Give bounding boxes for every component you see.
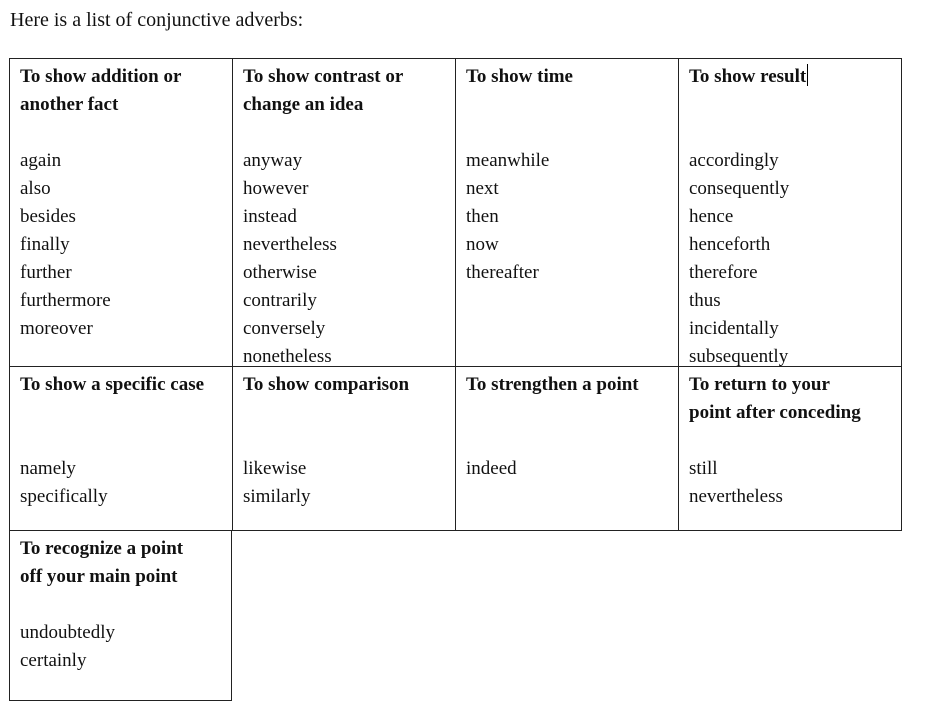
adverb-item: certainly <box>20 650 87 671</box>
category-heading: To show contrast or change an idea <box>243 66 404 115</box>
adverb-list <box>689 147 891 371</box>
category-heading: To show result <box>689 66 807 87</box>
adverb-item: however <box>243 178 309 199</box>
adverb-item: then <box>466 206 499 227</box>
adverb-list <box>243 147 446 371</box>
adverb-item: thereafter <box>466 262 539 283</box>
adverb-list <box>20 619 221 675</box>
table-cell-r1-c1 <box>9 58 233 367</box>
adverb-item: besides <box>20 206 76 227</box>
adverb-item: henceforth <box>689 234 771 255</box>
adverb-item: also <box>20 178 51 199</box>
table-cell-r2-c4 <box>678 366 902 531</box>
adverb-item: furthermore <box>20 290 111 311</box>
adverb-item: nevertheless <box>243 234 337 255</box>
category-heading: To show comparison <box>243 374 410 395</box>
adverb-item: instead <box>243 206 297 227</box>
adverb-item: specifically <box>20 486 108 507</box>
table-cell-r1-c4 <box>678 58 902 367</box>
table-cell-r3-c1 <box>9 530 232 701</box>
adverb-item: undoubtedly <box>20 622 115 643</box>
adverb-list <box>689 455 891 511</box>
adverb-item: anyway <box>243 150 303 171</box>
adverb-item: otherwise <box>243 262 317 283</box>
table-cell-r2-c1 <box>9 366 233 531</box>
adverb-item: meanwhile <box>466 150 550 171</box>
intro-text: Here is a list of conjunctive adverbs: <box>10 9 304 31</box>
category-heading: To recognize a point off your main point <box>20 538 184 587</box>
text-cursor <box>807 64 808 86</box>
adverb-item: namely <box>20 458 76 479</box>
adverb-item: thus <box>689 290 721 311</box>
table-cell-r1-c3 <box>455 58 679 367</box>
adverb-list <box>243 455 446 511</box>
adverb-item: therefore <box>689 262 758 283</box>
adverb-list <box>20 147 223 343</box>
adverb-list <box>20 455 223 511</box>
adverb-item: nonetheless <box>243 346 332 367</box>
adverb-list <box>466 147 669 287</box>
adverb-item: consequently <box>689 178 790 199</box>
adverb-item: conversely <box>243 318 326 339</box>
adverb-item: moreover <box>20 318 93 339</box>
category-heading: To show time <box>466 66 573 87</box>
adverb-item: next <box>466 178 499 199</box>
adverb-item: finally <box>20 234 70 255</box>
adverb-item: accordingly <box>689 150 779 171</box>
category-heading: To strengthen a point <box>466 374 639 395</box>
adverb-item: indeed <box>466 458 517 479</box>
adverb-item: again <box>20 150 62 171</box>
adverb-list <box>466 455 669 483</box>
category-heading: To show a specific case <box>20 374 205 395</box>
table-cell-r1-c2 <box>232 58 456 367</box>
category-heading: To return to your point after conceding <box>689 374 861 423</box>
adverb-item: further <box>20 262 72 283</box>
adverb-item: incidentally <box>689 318 779 339</box>
adverb-item: contrarily <box>243 290 317 311</box>
category-heading: To show addition or another fact <box>20 66 182 115</box>
adverb-item: nevertheless <box>689 486 783 507</box>
adverb-item: hence <box>689 206 734 227</box>
adverb-item: likewise <box>243 458 307 479</box>
table-cell-r2-c3 <box>455 366 679 531</box>
adverb-item: subsequently <box>689 346 789 367</box>
adverb-item: similarly <box>243 486 311 507</box>
adverb-item: still <box>689 458 718 479</box>
adverb-item: now <box>466 234 499 255</box>
table-cell-r2-c2 <box>232 366 456 531</box>
